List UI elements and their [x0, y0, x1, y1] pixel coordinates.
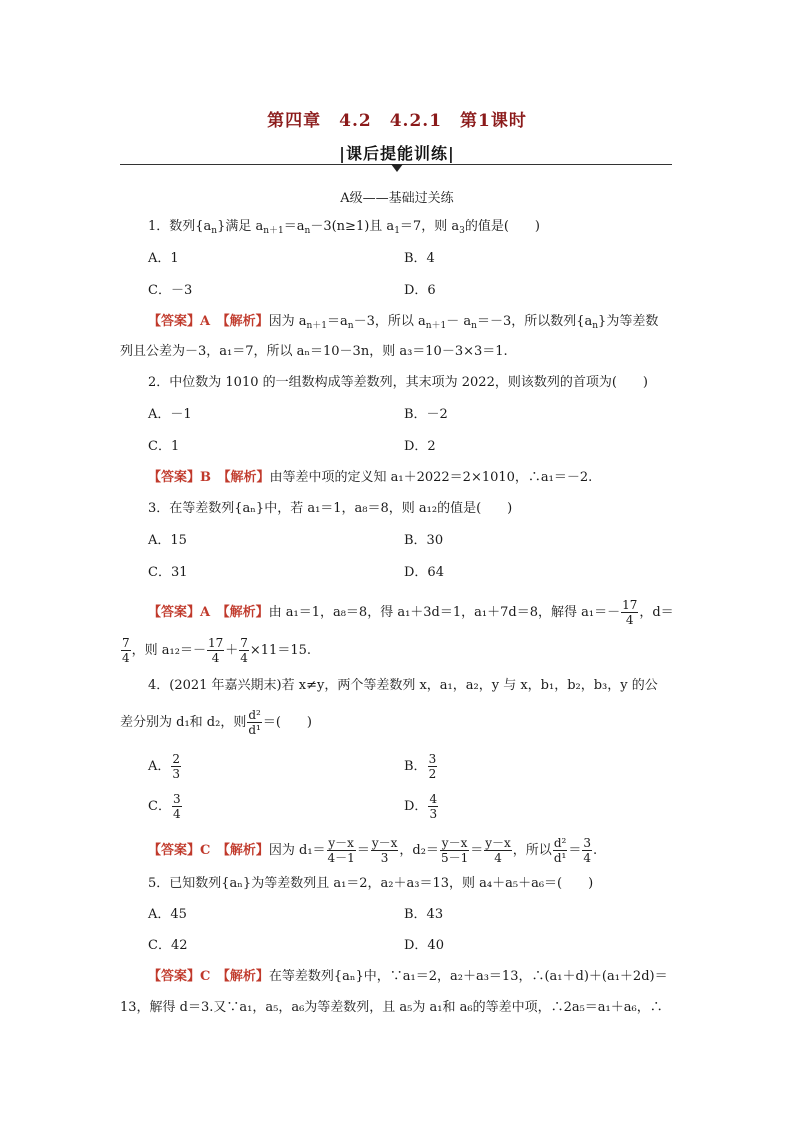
q1-option-d: D．6 [404, 283, 436, 298]
q2-option-a: A．－1 [148, 407, 192, 422]
fraction: $\frac{7}{4}$ [240, 636, 248, 665]
question-4-stem-line2: 差分别为 d₁和 d₂，则 $\frac{\text{d²}}{\text{d¹}}$ ＝( ) [120, 708, 312, 737]
q5-option-d: D．40 [404, 938, 444, 953]
answer-label: 【答案】C 【解析】 [148, 843, 269, 858]
level-heading: A级——基础过关练 [340, 191, 454, 206]
q2-option-b: B．－2 [404, 407, 448, 422]
q2-option-d: D．2 [404, 439, 436, 454]
q1-analysis-line2: 列且公差为－3，a₁＝7，所以 aₙ＝10－3n，则 a₃＝10－3×3＝1. [120, 344, 508, 359]
q3-option-c: C．31 [148, 565, 188, 580]
q3-analysis-line2: $\frac{7}{4}$ ，则 a₁₂＝－ $\frac{17}{4}$ ＋ $\frac{7}{4}$ ×11＝15. [122, 636, 311, 665]
triangle-marker-icon [391, 164, 403, 172]
q5-option-b: B．43 [404, 907, 444, 922]
q3-option-a: A．15 [148, 533, 187, 548]
q4-analysis: 【答案】C 【解析】因为 d₁＝ $\frac{y-x}{4-1}$ ＝ $\frac{y-x}{3}$ ，d₂＝ $\frac{y-x}{5-1}$ ＝ $\frac{y-x}{4}$ ，所以 $\frac{\text{d²}}{\text{d¹}}$ ＝ $\frac{3}{4}$ . [148, 836, 598, 865]
answer-label: 【答案】C 【解析】 [148, 969, 269, 984]
question-5-stem: 5．已知数列{aₙ}为等差数列且 a₁＝2，a₂＋a₃＝13，则 a₄＋a₅＋a₆＝( ) [148, 876, 594, 891]
answer-label: 【答案】A 【解析】 [148, 314, 269, 329]
q1-option-b: B．4 [404, 251, 435, 266]
q4-option-a: A． $\frac{2}{3}$ [148, 752, 181, 781]
q4-option-d: D． $\frac{4}{3}$ [404, 792, 438, 821]
q3-analysis: 【答案】A 【解析】由 a₁＝1，a₈＝8，得 a₁＋3d＝1，a₁＋7d＝8，解得 a₁＝－ $\frac{17}{4}$ ，d＝ [148, 598, 674, 627]
question-2-stem: 2．中位数为 1010 的一组数构成等差数列，其末项为 2022，则该数列的首项为( ) [148, 375, 648, 390]
q5-option-c: C．42 [148, 938, 188, 953]
q5-option-a: A．45 [148, 907, 187, 922]
q1-option-a: A．1 [148, 251, 179, 266]
fraction: $\frac{17}{4}$ [207, 636, 224, 665]
q3-option-b: B．30 [404, 533, 444, 548]
q5-analysis-line2: 13，解得 d＝3.又∵a₁，a₅，a₆为等差数列，且 a₅为 a₁和 a₆的等差中项，∴2a₅＝a₁＋a₆，∴ [120, 1000, 663, 1015]
page-title: 第四章 4.2 4.2.1 第1课时 [267, 111, 527, 131]
question-4-stem: 4．(2021 年嘉兴期末)若 x≠y，两个等差数列 x，a₁，a₂，y 与 x，b₁，b₂，b₃，y 的公 [148, 678, 658, 693]
q2-option-c: C．1 [148, 439, 180, 454]
fraction: $\frac{7}{4}$ [122, 636, 130, 665]
q4-option-b: B． $\frac{3}{2}$ [404, 752, 437, 781]
question-1-stem: 1．数列$\{a_n\}$满足 $a_{n+1}=a_n-3(n\ge 1)$且 $a_1=7$，则 $a_3$的值是( ) [148, 219, 540, 236]
question-3-stem: 3．在等差数列{aₙ}中，若 a₁＝1，a₈＝8，则 a₁₂的值是( ) [148, 501, 513, 516]
q5-analysis: 【答案】C 【解析】在等差数列{aₙ}中，∵a₁＝2，a₂＋a₃＝13，∴(a₁＋d)＋(a₁＋2d)＝ [148, 969, 668, 984]
q1-option-c: C．－3 [148, 283, 193, 298]
q3-option-d: D．64 [404, 565, 444, 580]
q1-analysis: 【答案】A 【解析】因为 $a_{n+1}=a_n-3$，所以 $a_{n+1}- a_n=-3$，所以数列$\{a_n\}$为等差数 [148, 314, 659, 331]
answer-label: 【答案】A 【解析】 [148, 605, 269, 620]
q2-analysis: 【答案】B 【解析】由等差中项的定义知 a₁＋2022＝2×1010，∴a₁＝－2. [148, 470, 593, 485]
answer-label: 【答案】B 【解析】 [148, 470, 270, 485]
fraction: $\frac{\text{d²}}{\text{d¹}}$ [248, 708, 261, 737]
section-subtitle: |课后提能训练| [339, 144, 455, 163]
fraction: $\frac{17}{4}$ [622, 598, 638, 627]
q4-option-c: C． $\frac{3}{4}$ [148, 792, 181, 821]
